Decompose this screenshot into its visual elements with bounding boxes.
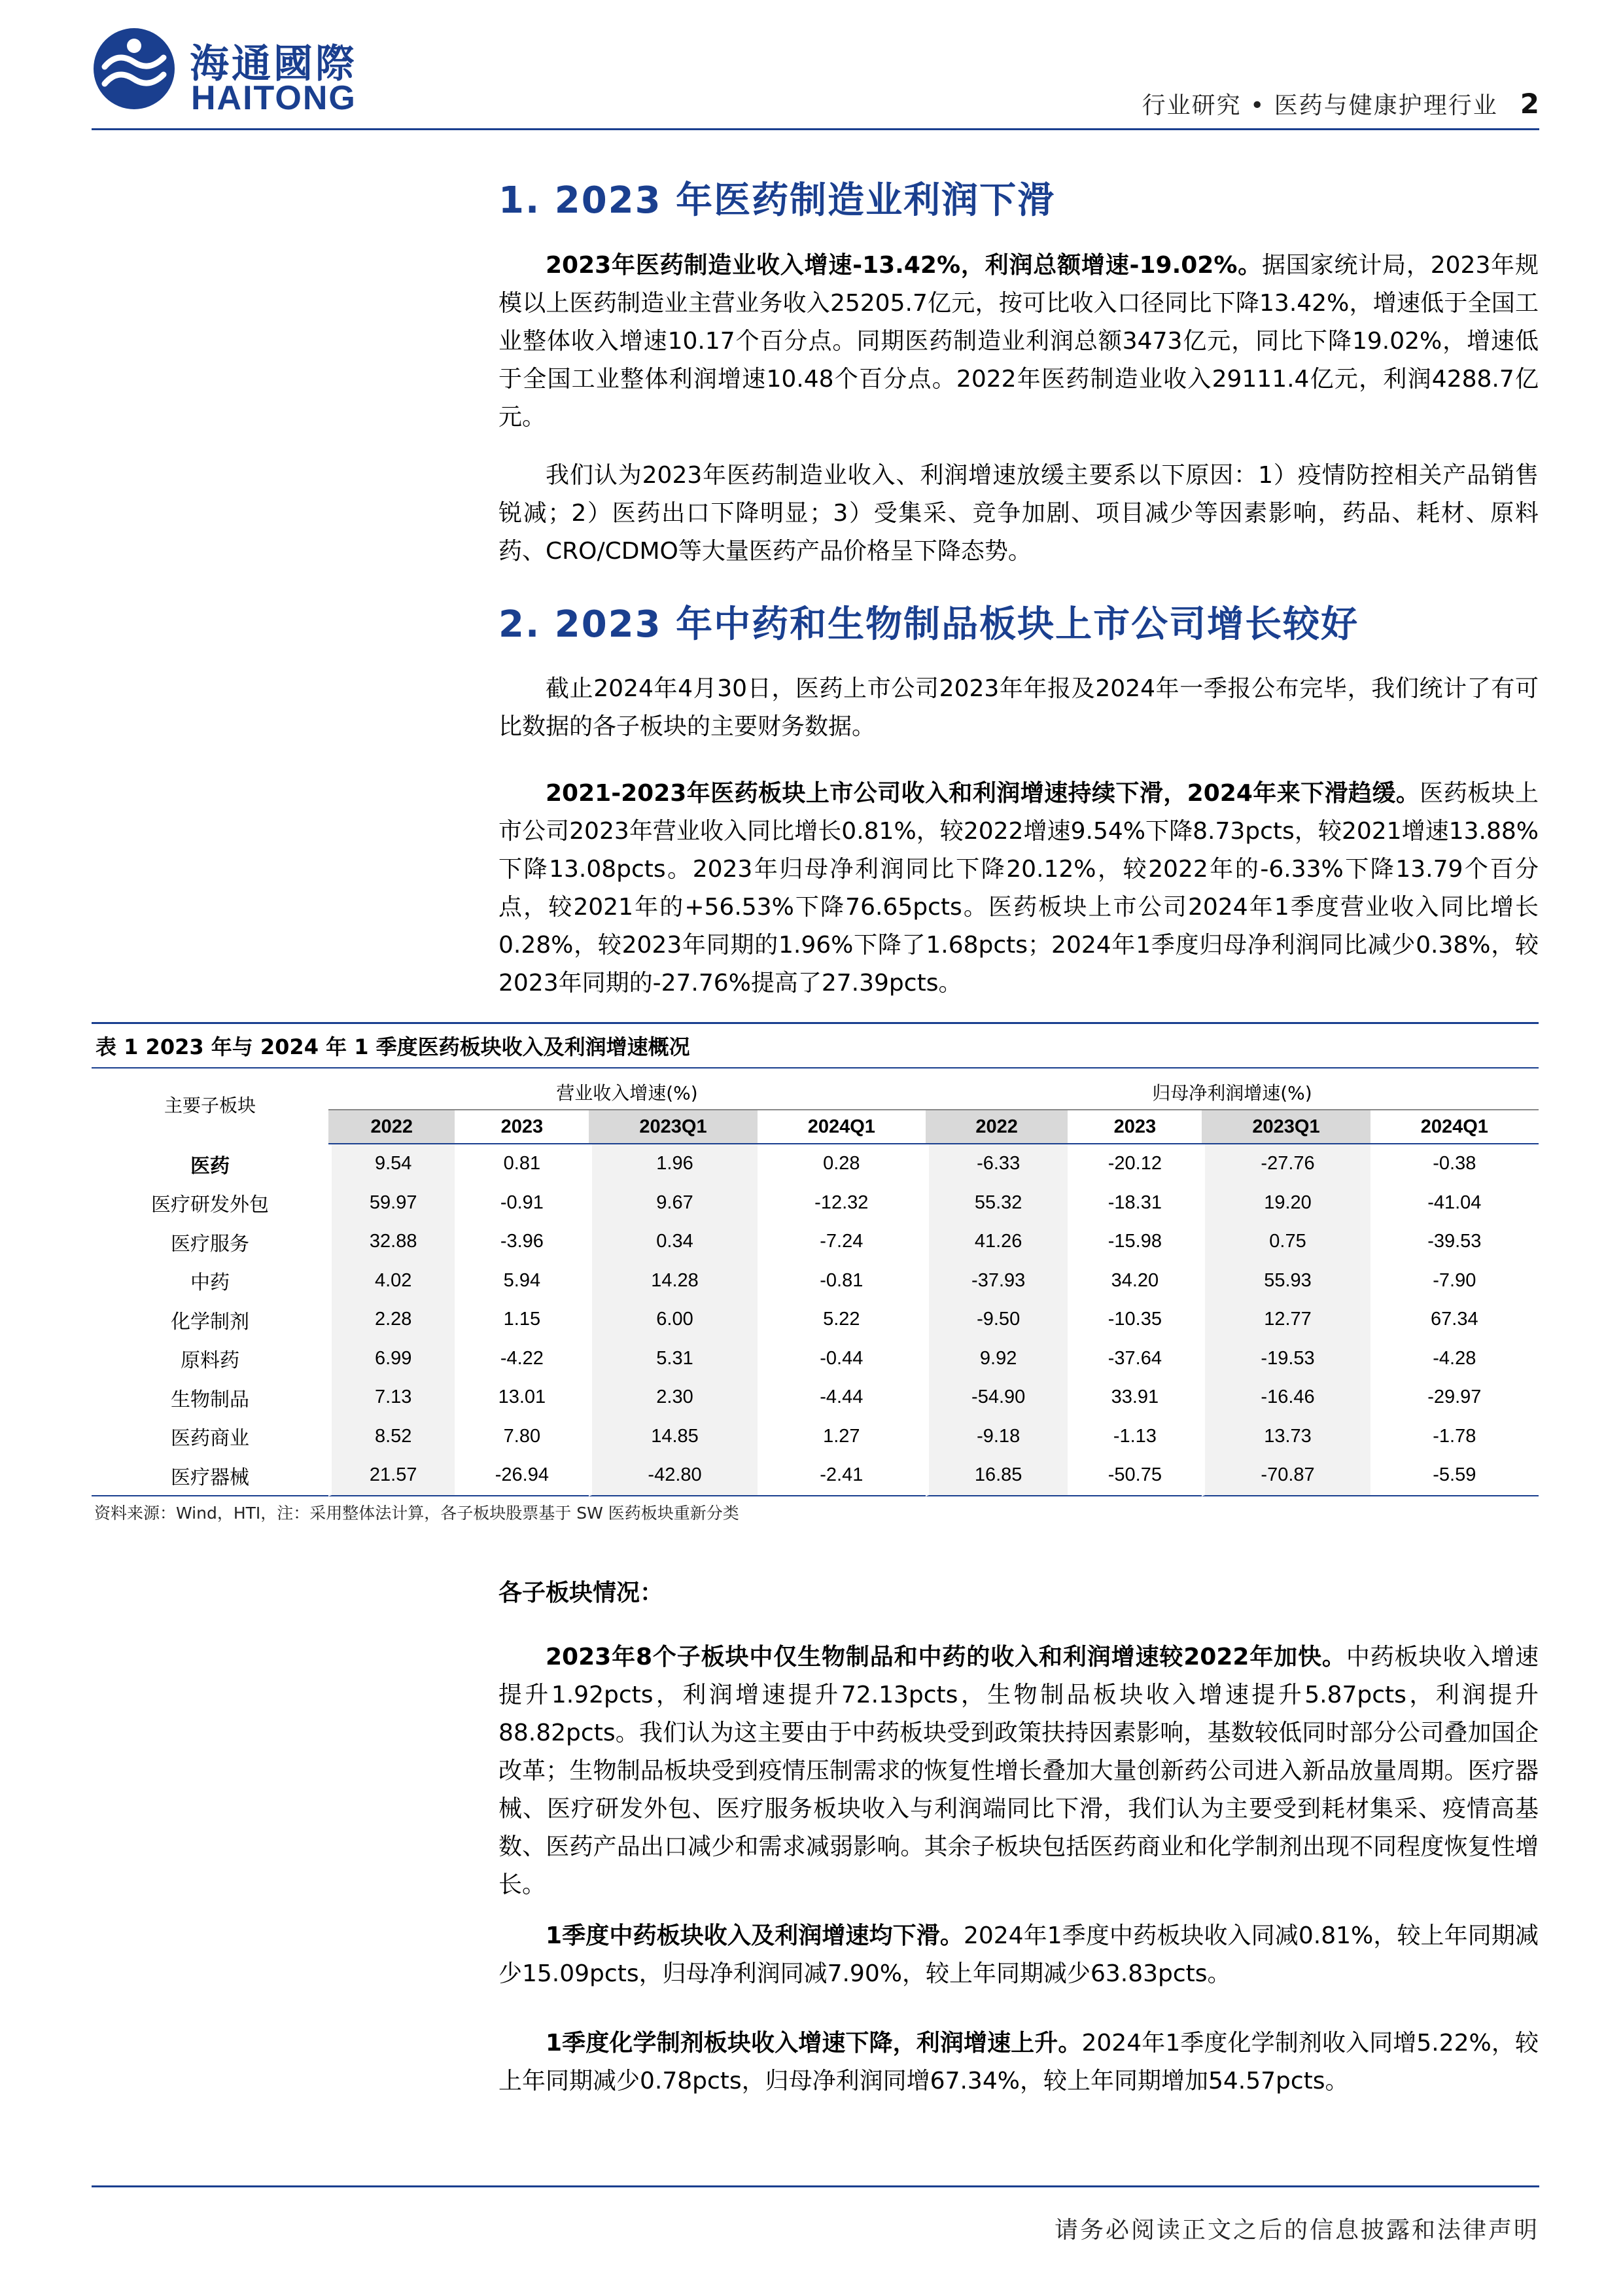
table-cell: 14.85 [589, 1417, 757, 1457]
section-2-heading-wrap [498, 595, 1539, 648]
table-row [92, 1262, 1539, 1301]
table-cell: -37.93 [926, 1262, 1068, 1301]
table-cell: 2.28 [328, 1300, 455, 1339]
table-cell: -39.53 [1427, 1231, 1482, 1252]
subsection-paragraph-2 [498, 1917, 1539, 1993]
section-1-p2-body: 我们认为2023年医药制造业收入、利润增速放缓主要系以下原因：1）疫情防控相关产品销售锐减；2）医药出口下降明显；3）受集采、竞争加剧、项目减少等因素影响，药品、耗材、原料药、CRO/CDMO等大量医药产品价格呈下降态势。 [498, 462, 1539, 565]
table-cell: 0.81 [503, 1153, 541, 1174]
section-1-paragraph-2 [498, 457, 1539, 571]
table-cell: 55.32 [926, 1184, 1068, 1223]
table-cell: 7.80 [503, 1425, 541, 1447]
growth-table-block [92, 1022, 1539, 1524]
table-row [92, 1300, 1539, 1339]
section-1-heading: 1. 2023 年医药制造业利润下滑 [498, 179, 1056, 222]
table-cell: -50.75 [1068, 1456, 1202, 1496]
table-row [92, 1144, 1539, 1184]
table-cell: -10.35 [1108, 1309, 1162, 1330]
subsection-p3-body: 2024年1季度化学制剂收入同增5.22%，较上年同期减少0.78pcts，归母净利润同增67.34%，较上年同期增加54.57pcts。 [498, 2030, 1539, 2094]
subsection-label: 各子板块情况： [498, 1580, 664, 1606]
page-number: 2 [1520, 87, 1539, 120]
table-cell: 13.01 [498, 1386, 546, 1408]
table-cell: -19.53 [1202, 1339, 1370, 1379]
table-cell: 34.20 [1111, 1269, 1159, 1291]
period-header: 2023 [1068, 1110, 1202, 1144]
table-row [92, 1378, 1539, 1417]
subsection-paragraph-1 [498, 1638, 1539, 1904]
table-cell: 4.02 [328, 1262, 455, 1301]
table-cell: -4.22 [500, 1347, 544, 1369]
table-cell: 5.22 [823, 1309, 860, 1330]
table-cell: 1.15 [503, 1309, 541, 1330]
table-cell: 1.96 [589, 1144, 757, 1184]
period-header: 2024Q1 [758, 1110, 926, 1144]
table-cell: 0.28 [823, 1153, 860, 1174]
page-header [1142, 84, 1539, 123]
logo-english-text: HAITONG [191, 79, 357, 117]
table-cell: 12.77 [1202, 1300, 1370, 1339]
period-header: 2023Q1 [589, 1110, 757, 1144]
revenue-group-header: 营业收入增速(%) [328, 1069, 926, 1110]
table-cell: 7.13 [328, 1378, 455, 1417]
table-row [92, 1417, 1539, 1457]
table-cell: -70.87 [1202, 1456, 1370, 1496]
row-label: 医疗器械 [92, 1456, 328, 1496]
table-cell: -37.64 [1108, 1347, 1162, 1369]
period-header: 2023Q1 [1202, 1110, 1370, 1144]
table-cell: -9.50 [926, 1300, 1068, 1339]
table-row [92, 1339, 1539, 1379]
company-logo [92, 26, 393, 117]
row-label: 医药 [190, 1154, 230, 1178]
section-2-heading: 2. 2023 年中药和生物制品板块上市公司增长较好 [498, 603, 1359, 646]
table-cell: -5.59 [1370, 1456, 1539, 1496]
section-2-paragraph-1 [498, 670, 1539, 746]
table-cell: 55.93 [1202, 1262, 1370, 1301]
footer-disclaimer: 请务必阅读正文之后的信息披露和法律声明 [1054, 2217, 1539, 2244]
table-cell: -12.32 [814, 1192, 869, 1213]
table-cell: 8.52 [328, 1417, 455, 1457]
row-label: 化学制剂 [171, 1310, 249, 1333]
table-source-note: 资料来源：Wind，HTI，注：采用整体法计算，各子板块股票基于 SW 医药板块重新分类 [94, 1503, 739, 1523]
section-2-p1-body: 截止2024年4月30日，医药上市公司2023年年报及2024年一季报公布完毕，我们统计了有可比数据的各子板块的主要财务数据。 [498, 675, 1539, 740]
table-cell: -0.91 [500, 1192, 544, 1213]
row-label: 医疗研发外包 [151, 1193, 269, 1217]
table-cell: 13.73 [1202, 1417, 1370, 1457]
profit-group-header: 归母净利润增速(%) [926, 1069, 1539, 1110]
table-cell: -0.81 [820, 1269, 864, 1291]
haitong-logo-icon [92, 26, 177, 111]
section-1-p1-body: 据国家统计局，2023年规模以上医药制造业主营业务收入25205.7亿元，按可比收入口径同比下降13.42%，增速低于全国工业整体收入增速10.17个百分点。同期医药制造业利润总额3473亿元，同比下降19.02%，增速低于全国工业整体利润增速10.48个百分点。2022年医药制造业收入29111.4亿元，利润4288.7亿元。 [498, 252, 1539, 431]
footer-divider [92, 2185, 1539, 2187]
section-2-p2-body: 医药板块上市公司2023年营业收入同比增长0.81%，较2022增速9.54%下降8.73pcts，较2021增速13.88%下降13.08pcts。2023年归母净利润同比下降20.12%，较2022年的-6.33%下降13.79个百分点，较2021年的+56.53%下降76.65pcts。医药板块上市公司2024年1季度营业收入同比增长0.28%，较2023年同期的1.96%下降了1.68pcts；2024年1季度归母净利润同比减少0.38%，较2023年同期的-27.76%提高了27.39pcts。 [498, 780, 1539, 997]
table-cell: 59.97 [328, 1184, 455, 1223]
table-cell: -16.46 [1202, 1378, 1370, 1417]
table-cell: 0.34 [589, 1222, 757, 1262]
table-col0-header: 主要子板块 [164, 1095, 256, 1116]
table-cell: 9.92 [926, 1339, 1068, 1379]
table-cell: -6.33 [926, 1144, 1068, 1184]
table-cell: -9.18 [926, 1417, 1068, 1457]
table-cell: 67.34 [1431, 1309, 1478, 1330]
report-category: 行业研究 • 医药与健康护理行业 [1142, 92, 1498, 119]
table-cell: 9.54 [328, 1144, 455, 1184]
table-cell: -29.97 [1427, 1386, 1482, 1408]
table-cell: 33.91 [1111, 1386, 1159, 1408]
table-row [92, 1184, 1539, 1223]
period-header: 2022 [328, 1110, 455, 1144]
period-header: 2022 [926, 1110, 1068, 1144]
table-row [92, 1456, 1539, 1496]
table-cell: 5.31 [589, 1339, 757, 1379]
table-cell: -7.90 [1433, 1269, 1476, 1291]
table-row [92, 1222, 1539, 1262]
subsection-p3-lead: 1季度化学制剂板块收入增速下降，利润增速上升。 [546, 2030, 1082, 2057]
table-cell: -41.04 [1427, 1192, 1482, 1213]
subsection-paragraph-3 [498, 2024, 1539, 2100]
table-cell: 1.27 [823, 1425, 860, 1447]
table-cell: -0.44 [820, 1347, 864, 1369]
table-cell: 0.75 [1202, 1222, 1370, 1262]
table-cell: -4.28 [1433, 1347, 1476, 1369]
table-cell: 16.85 [926, 1456, 1068, 1496]
table-cell: 21.57 [328, 1456, 455, 1496]
period-header: 2023 [455, 1110, 589, 1144]
table-cell: -3.96 [500, 1231, 544, 1252]
row-label: 原料药 [181, 1349, 239, 1373]
table-cell: 14.28 [589, 1262, 757, 1301]
table-cell: -54.90 [926, 1378, 1068, 1417]
table-cell: -1.78 [1433, 1425, 1476, 1447]
subsection-p1-lead: 2023年8个子板块中仅生物制品和中药的收入和利润增速较2022年加快。 [546, 1644, 1346, 1670]
section-1-p1-lead: 2023年医药制造业收入增速-13.42%，利润总额增速-19.02%。 [546, 252, 1263, 279]
row-label: 生物制品 [171, 1388, 249, 1411]
table-cell: 32.88 [328, 1222, 455, 1262]
section-2-paragraph-2 [498, 775, 1539, 1002]
table-cell: -15.98 [1108, 1231, 1162, 1252]
table-cell: -7.24 [820, 1231, 864, 1252]
table-cell: -1.13 [1113, 1425, 1157, 1447]
table-cell: -27.76 [1202, 1144, 1370, 1184]
section-1-heading-wrap [498, 171, 1539, 224]
growth-table [92, 1069, 1539, 1496]
section-2-p2-lead: 2021-2023年医药板块上市公司收入和利润增速持续下滑，2024年来下滑趋缓。 [546, 780, 1420, 807]
table-cell: 6.00 [589, 1300, 757, 1339]
header-divider [92, 128, 1539, 130]
table-cell: -2.41 [758, 1456, 926, 1496]
subsection-p2-body: 2024年1季度中药板块收入同减0.81%，较上年同期减少15.09pcts，归母净利润同减7.90%，较上年同期减少63.83pcts。 [498, 1922, 1539, 1987]
table-cell: -4.44 [820, 1386, 864, 1408]
logo-chinese-text: 海通國際 [190, 41, 357, 87]
subsection-p2-lead: 1季度中药板块收入及利润增速均下滑。 [546, 1922, 964, 1949]
table-cell: 41.26 [926, 1222, 1068, 1262]
table-cell: 19.20 [1202, 1184, 1370, 1223]
table-caption: 表 1 2023 年与 2024 年 1 季度医药板块收入及利润增速概况 [92, 1022, 1539, 1069]
table-cell: -26.94 [455, 1456, 589, 1496]
subsection-p1-body: 中药板块收入增速提升1.92pcts，利润增速提升72.13pcts，生物制品板块收入增速提升5.87pcts，利润提升88.82pcts。我们认为这主要由于中药板块受到政策扶持因素影响，基数较低同时部分公司叠加国企改革；生物制品板块受到疫情压制需求的恢复性增长叠加大量创新药公司进入新品放量周期。医疗器械、医疗研发外包、医疗服务板块收入与利润端同比下滑，我们认为主要受到耗材集采、疫情高基数、医药产品出口减少和需求减弱影响。其余子板块包括医药商业和化学制剂出现不同程度恢复性增长。 [498, 1644, 1539, 1898]
row-label: 医药商业 [171, 1427, 249, 1451]
table-cell: 2.30 [589, 1378, 757, 1417]
table-cell: -20.12 [1108, 1153, 1162, 1174]
section-1-paragraph-1 [498, 247, 1539, 436]
table-cell: 9.67 [589, 1184, 757, 1223]
table-cell: -18.31 [1108, 1192, 1162, 1213]
row-label: 医疗服务 [171, 1232, 249, 1256]
row-label: 中药 [190, 1271, 230, 1295]
table-cell: 6.99 [328, 1339, 455, 1379]
table-cell: -42.80 [589, 1456, 757, 1496]
table-cell: 5.94 [503, 1269, 541, 1291]
table-cell: -0.38 [1433, 1153, 1476, 1174]
table-body [92, 1144, 1539, 1496]
period-header: 2024Q1 [1370, 1110, 1539, 1144]
